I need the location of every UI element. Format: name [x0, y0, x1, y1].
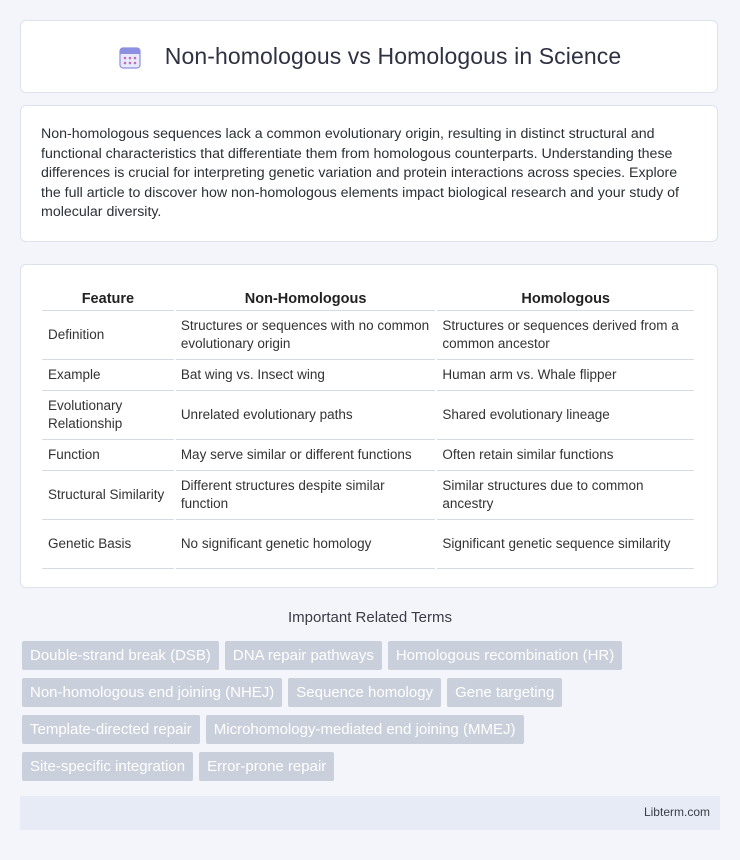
non-homologous-cell: Structures or sequences with no common evolutionary origin [176, 311, 436, 360]
header-homologous: Homologous [437, 285, 694, 311]
related-term-tag[interactable]: Site-specific integration [22, 752, 193, 781]
feature-cell: Definition [42, 311, 174, 360]
related-term-tag[interactable]: Homologous recombination (HR) [388, 641, 622, 670]
homologous-cell: Often retain similar functions [437, 440, 694, 471]
homologous-cell: Structures or sequences derived from a common ancestor [437, 311, 694, 360]
related-terms-list [22, 641, 722, 789]
comparison-table-card [20, 264, 718, 588]
header-non-homologous: Non-Homologous [176, 285, 436, 311]
table-row [42, 311, 694, 360]
feature-cell: Structural Similarity [42, 471, 174, 520]
non-homologous-cell: Unrelated evolutionary paths [176, 391, 436, 440]
related-term-tag[interactable]: Double-strand break (DSB) [22, 641, 219, 670]
table-row [42, 360, 694, 391]
table-row [42, 440, 694, 471]
related-terms-title: Important Related Terms [288, 609, 452, 626]
calendar-icon [117, 45, 143, 71]
related-term-tag[interactable]: Microhomology-mediated end joining (MMEJ) [206, 715, 524, 744]
related-term-tag[interactable]: Error-prone repair [199, 752, 334, 781]
related-term-tag[interactable]: DNA repair pathways [225, 641, 382, 670]
related-term-tag[interactable]: Template-directed repair [22, 715, 200, 744]
non-homologous-cell: No significant genetic homology [176, 520, 436, 569]
header-card [20, 20, 718, 93]
table-header-row [42, 285, 694, 311]
comparison-table [40, 285, 696, 569]
intro-card [20, 105, 718, 242]
related-term-tag[interactable]: Sequence homology [288, 678, 441, 707]
table-row [42, 520, 694, 569]
footer [20, 796, 720, 830]
page-title: Non-homologous vs Homologous in Science [164, 43, 622, 69]
homologous-cell: Shared evolutionary lineage [437, 391, 694, 440]
non-homologous-cell: Different structures despite similar function [176, 471, 436, 520]
homologous-cell: Significant genetic sequence similarity [437, 520, 694, 569]
header-feature: Feature [42, 285, 174, 311]
table-row [42, 391, 694, 440]
related-term-tag[interactable]: Gene targeting [447, 678, 562, 707]
table-row [42, 471, 694, 520]
feature-cell: Example [42, 360, 174, 391]
footer-site-link[interactable]: Libterm.com [643, 805, 710, 819]
feature-cell: Evolutionary Relationship [42, 391, 174, 440]
related-term-tag[interactable]: Non-homologous end joining (NHEJ) [22, 678, 282, 707]
feature-cell: Function [42, 440, 174, 471]
feature-cell: Genetic Basis [42, 520, 174, 569]
non-homologous-cell: May serve similar or different functions [176, 440, 436, 471]
intro-text: Non-homologous sequences lack a common evolutionary origin, resulting in distinct structural and functional characteristics that differentiate them from homologous counterparts. Understanding these differences is crucial for interpreting genetic variation and protein interactions across species. Explore the full article to discover how non-homologous elements impact biological research and your study of molecular diversity. [41, 126, 679, 220]
homologous-cell: Similar structures due to common ancestry [437, 471, 694, 520]
homologous-cell: Human arm vs. Whale flipper [437, 360, 694, 391]
non-homologous-cell: Bat wing vs. Insect wing [176, 360, 436, 391]
